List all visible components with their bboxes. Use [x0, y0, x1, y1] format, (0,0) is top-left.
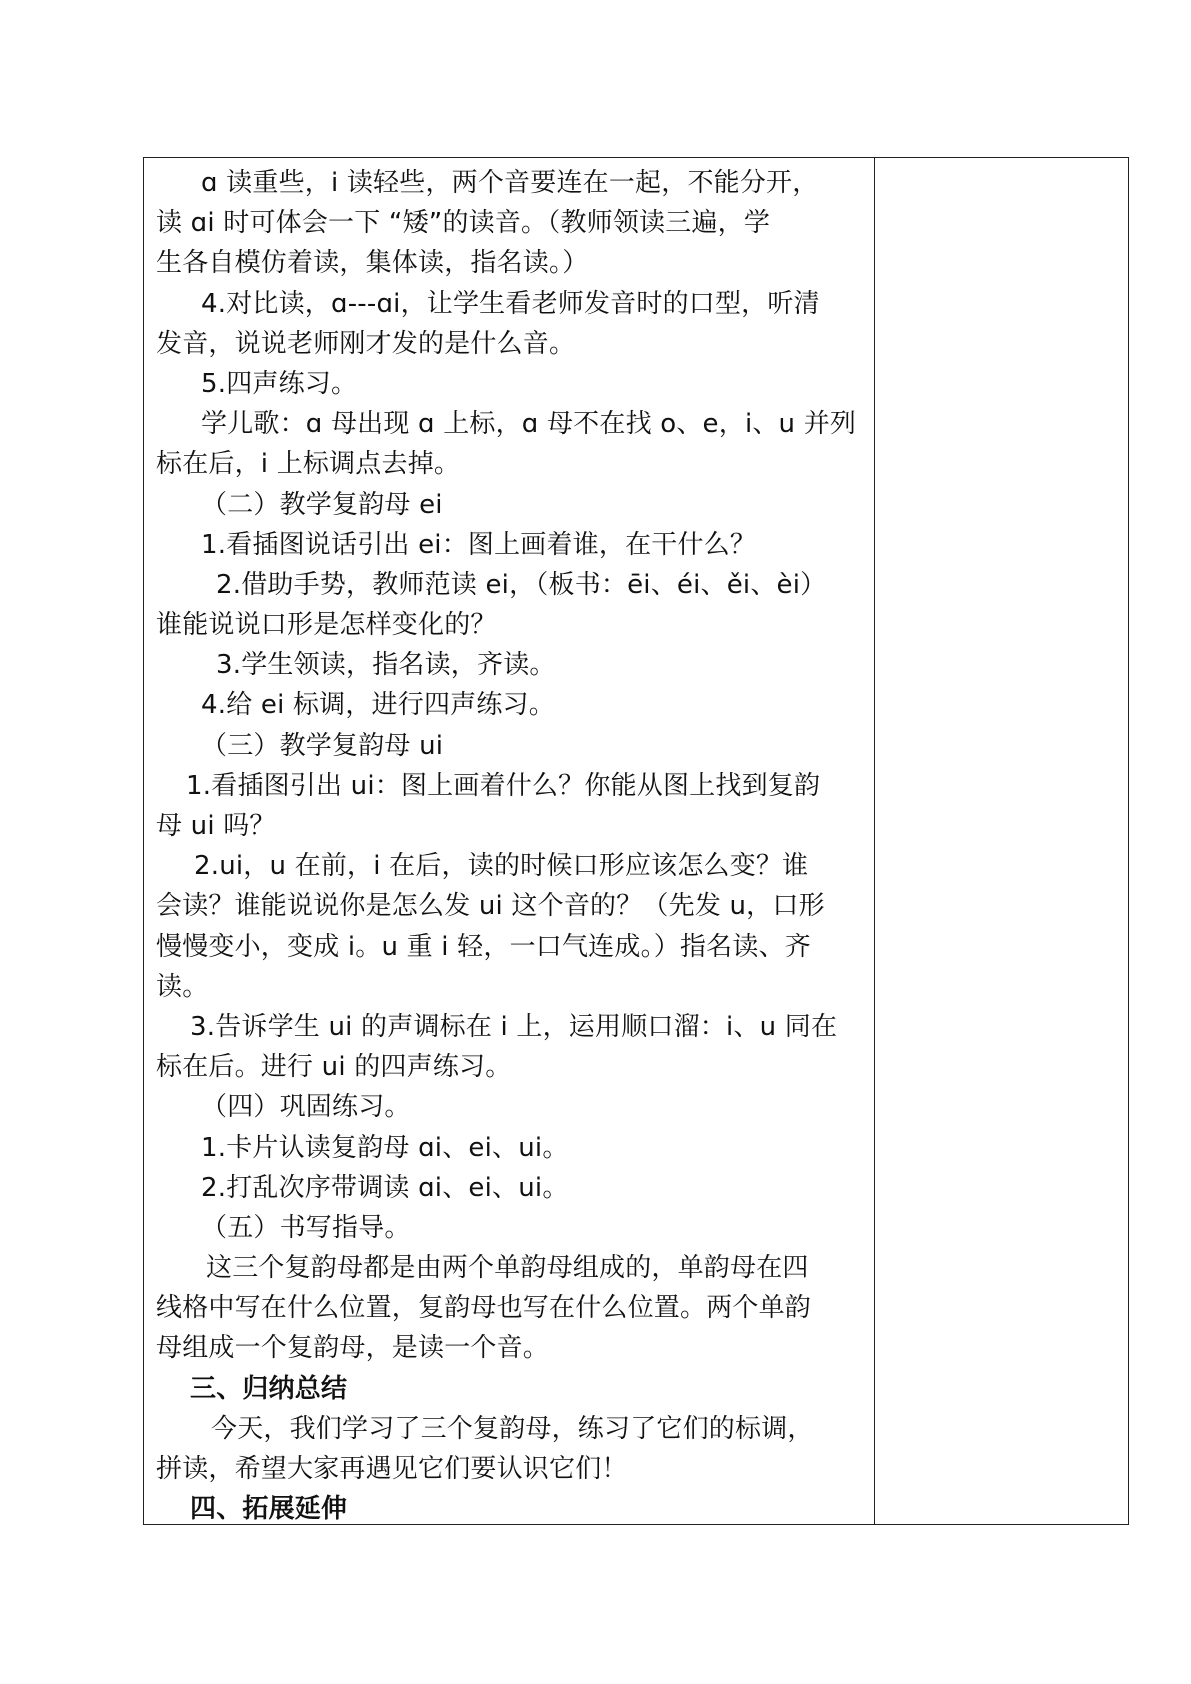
text-line: 1.卡片认读复韵母 ɑi、ei、ui。 — [201, 1132, 569, 1163]
lesson-plan-table — [143, 157, 1129, 1525]
text-line: ɑ 读重些，i 读轻些，两个音要连在一起，不能分开， — [201, 168, 819, 198]
lesson-content-cell — [144, 158, 875, 1524]
section-heading: 三、归纳总结 — [190, 1373, 348, 1404]
text-line: 4.对比读，ɑ---ɑi，让学生看老师发音时的口型，听清 — [201, 288, 820, 319]
text-line: 2.ui，u 在前，i 在后，读的时候口形应该怎么变？谁 — [194, 851, 809, 882]
text-line: 标在后，i 上标调点去掉。 — [156, 449, 461, 480]
text-line: 标在后。进行 ui 的四声练习。 — [156, 1052, 512, 1083]
text-line: 线格中写在什么位置，复韵母也写在什么位置。两个单韵 — [156, 1293, 812, 1324]
text-line: 今天，我们学习了三个复韵母，练习了它们的标调， — [211, 1413, 814, 1444]
text-line: 读。 — [156, 971, 209, 1002]
text-line: 1.看插图说话引出 ei：图上画着谁，在干什么？ — [201, 529, 757, 560]
text-line: 学儿歌：ɑ 母出现 ɑ 上标，ɑ 母不在找 o、e，i、u 并列 — [201, 409, 857, 440]
text-line: 3.告诉学生 ui 的声调标在 i 上，运用顺口溜：i、u 同在 — [190, 1011, 838, 1042]
text-line: 谁能说说口形是怎样变化的？ — [156, 610, 497, 641]
text-line: 拼读，希望大家再遇见它们要认识它们！ — [156, 1454, 628, 1484]
text-line: 发音，说说老师刚才发的是什么音。 — [156, 328, 576, 359]
notes-cell — [875, 158, 1128, 1524]
text-line: 5.四声练习。 — [201, 368, 358, 399]
text-line: （三）教学复韵母 ui — [201, 730, 444, 761]
text-line: 慢慢变小，变成 i。u 重 i 轻，一口气连成。）指名读、齐 — [156, 931, 811, 962]
text-line: 这三个复韵母都是由两个单韵母组成的，单韵母在四 — [206, 1253, 809, 1284]
text-line: 会读？谁能说说你是怎么发 ui 这个音的？（先发 u，口形 — [156, 891, 825, 922]
text-line: 读 ɑi 时可体会一下 “矮”的读音。（教师领读三遍，学 — [156, 208, 771, 239]
text-line: 1.看插图引出 ui：图上画着什么？你能从图上找到复韵 — [186, 770, 821, 801]
text-line: （四）巩固练习。 — [201, 1092, 411, 1123]
text-line: 生各自模仿着读，集体读，指名读。） — [156, 248, 589, 279]
text-line: 2.打乱次序带调读 ɑi、ei、ui。 — [201, 1172, 569, 1203]
section-heading: 四、拓展延伸 — [190, 1494, 348, 1524]
text-line: 2.借助手势，教师范读 ei，（板书：ēi、éi、ěi、èi） — [216, 569, 827, 600]
text-line: 4.给 ei 标调，进行四声练习。 — [201, 690, 555, 721]
text-line: 3.学生领读，指名读，齐读。 — [216, 650, 556, 681]
text-line: 母组成一个复韵母，是读一个音。 — [156, 1333, 550, 1364]
text-line: 母 ui 吗？ — [156, 811, 276, 841]
text-line: （五）书写指导。 — [201, 1212, 411, 1243]
text-line: （二）教学复韵母 ei — [201, 489, 443, 520]
